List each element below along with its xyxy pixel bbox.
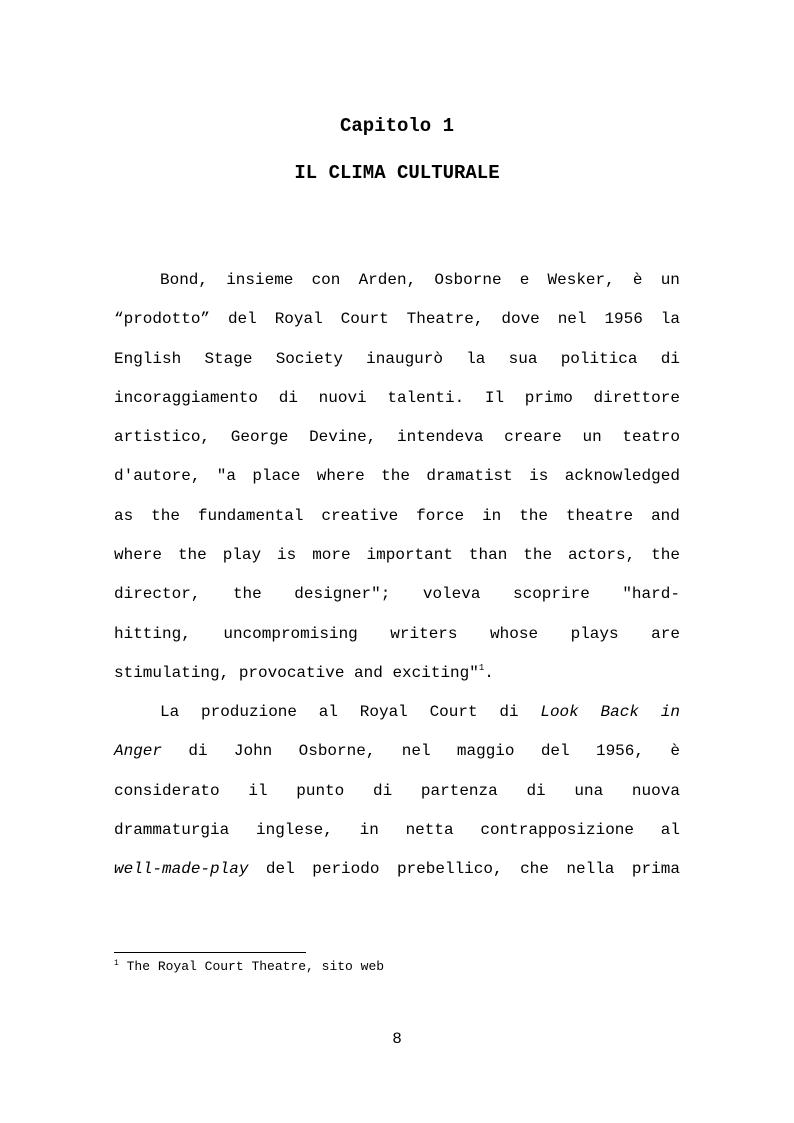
text-line: drammaturgia inglese, in netta contrapposizione al	[114, 820, 680, 839]
footnote-reference: 1	[478, 662, 485, 673]
text-line: English Stage Society inaugurò la sua politica di	[114, 349, 680, 368]
page-number: 8	[392, 1030, 402, 1048]
text-line: considerato il punto di partenza di una nuova	[114, 781, 680, 800]
footnote	[114, 958, 384, 976]
paragraph-2	[114, 693, 680, 889]
text-line: incoraggiamento di nuovi talenti. Il primo direttore	[114, 388, 680, 407]
chapter-title: IL CLIMA CULTURALE	[294, 162, 500, 184]
text-line: as the fundamental creative force in the theatre and	[114, 506, 680, 525]
footnote-number: 1	[114, 959, 119, 968]
text-line: “prodotto” del Royal Court Theatre, dove nel 1956 la	[114, 310, 680, 329]
text-line: director, the designer"; voleva scoprire "hard-	[114, 585, 680, 604]
text-line: artistico, George Devine, intendeva creare un teatro	[114, 428, 680, 447]
paragraph-1	[114, 261, 680, 693]
text-line: hitting, uncompromising writers whose plays are	[114, 624, 680, 643]
text-line: where the play is more important than the actors, the	[114, 546, 680, 565]
text-line: well-made-play del periodo prebellico, che nella prima	[114, 860, 680, 879]
footnote-text: The Royal Court Theatre, sito web	[126, 959, 385, 974]
text-line: stimulating, provocative and exciting"$^1$.	[114, 662, 494, 682]
text-line: d'autore, "a place where the dramatist is acknowledged	[114, 467, 680, 486]
chapter-number: Capitolo 1	[339, 115, 455, 137]
footnote-separator	[114, 952, 306, 953]
text-line: La produzione al Royal Court di Look Back in	[160, 703, 680, 721]
text-line: Bond, insieme con Arden, Osborne e Wesker, è un	[160, 271, 680, 289]
text-line: Anger di John Osborne, nel maggio del 1956, è	[114, 742, 680, 761]
